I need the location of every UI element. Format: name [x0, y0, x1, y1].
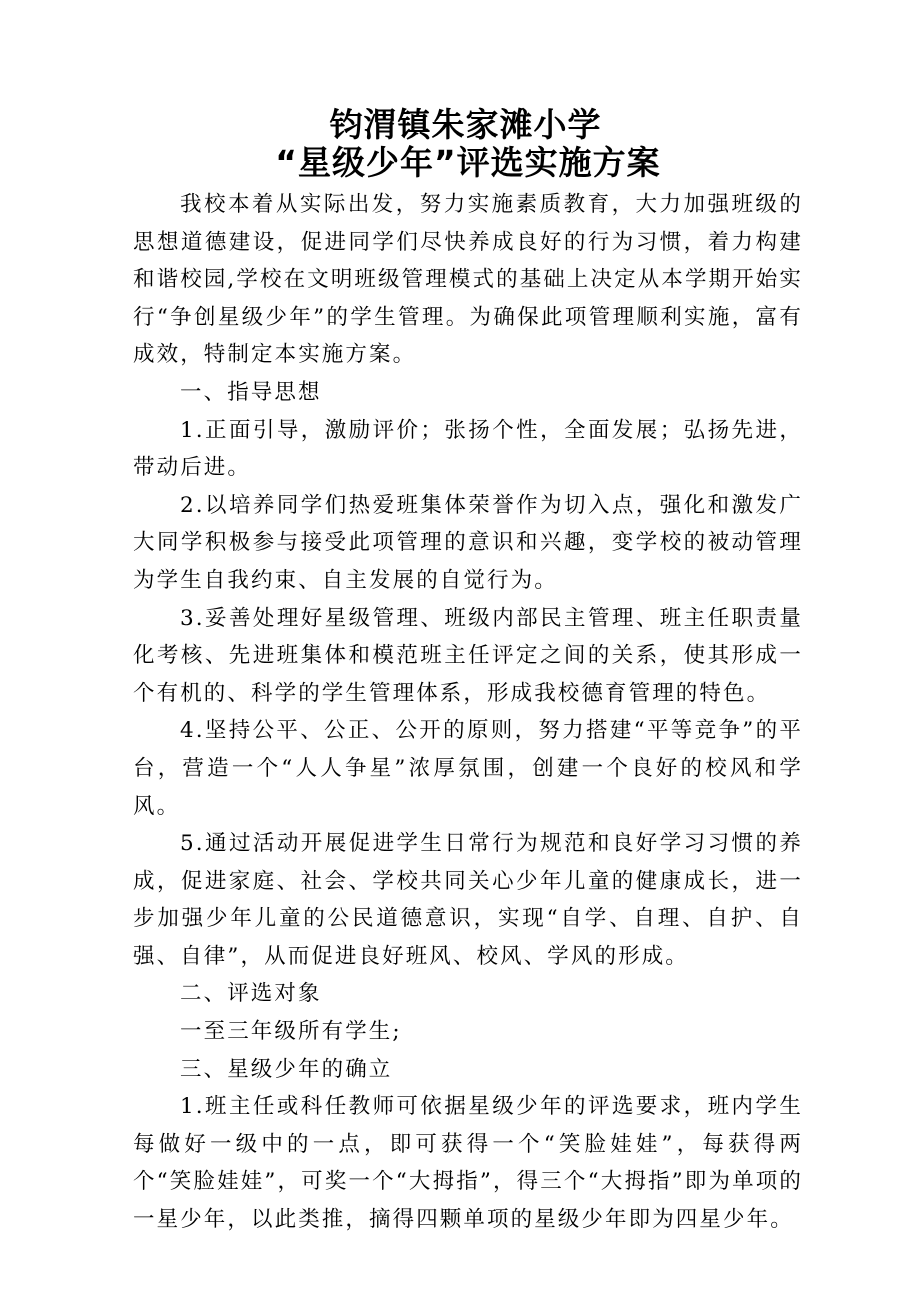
document-page	[133, 106, 803, 1239]
guiding-item-5: 5.通过活动开展促进学生日常行为规范和良好学习习惯的养成，促进家庭、社会、学校共同关心少年儿童的健康成长，进一步加强少年儿童的公民道德意识，实现“自学、自理、自护、自强、自律”，从而促进良好班风、校风、学风的形成。	[133, 831, 803, 969]
intro-paragraph: 我校本着从实际出发，努力实施素质教育，大力加强班级的思想道德建设，促进同学们尽快养成良好的行为习惯，着力构建和谐校园,学校在文明班级管理模式的基础上决定从本学期开始实行“争创星级少年”的学生管理。为确保此项管理顺利实施，富有成效，特制定本实施方案。	[133, 192, 803, 368]
document-title-plan: “星级少年”评选实施方案	[275, 143, 661, 182]
section-heading-selection-target: 二、评选对象	[180, 981, 322, 1007]
section-heading-guiding-ideology: 一、指导思想	[180, 379, 322, 405]
guiding-item-2: 2.以培养同学们热爱班集体荣誉作为切入点，强化和激发广大同学积极参与接受此项管理的意识和兴趣，变学校的被动管理为学生自我约束、自主发展的自觉行为。	[133, 492, 803, 593]
document-body	[133, 186, 803, 1239]
guiding-item-4: 4.坚持公平、公正、公开的原则，努力搭建“平等竞争”的平台，营造一个“人人争星”浓厚氛围，创建一个良好的校风和学风。	[133, 718, 803, 819]
guiding-item-1: 1.正面引导，激励评价；张扬个性，全面发展；弘扬先进，带动后进。	[133, 417, 803, 481]
document-title-school: 钧渭镇朱家滩小学	[329, 105, 602, 144]
selection-target-text: 一至三年级所有学生;	[180, 1019, 402, 1045]
star-establishment-item-1: 1.班主任或科任教师可依据星级少年的评选要求，班内学生每做好一级中的一点，即可获得一个“笑脸娃娃”，每获得两个“笑脸娃娃”，可奖一个“大拇指”，得三个“大拇指”即为单项的一星少年，以此类推，摘得四颗单项的星级少年即为四星少年。	[133, 1094, 803, 1233]
section-heading-star-establishment: 三、星级少年的确立	[180, 1056, 393, 1082]
guiding-item-3: 3.妥善处理好星级管理、班级内部民主管理、班主任职责量化考核、先进班集体和模范班主任评定之间的关系，使其形成一个有机的、科学的学生管理体系，形成我校德育管理的特色。	[133, 605, 803, 706]
